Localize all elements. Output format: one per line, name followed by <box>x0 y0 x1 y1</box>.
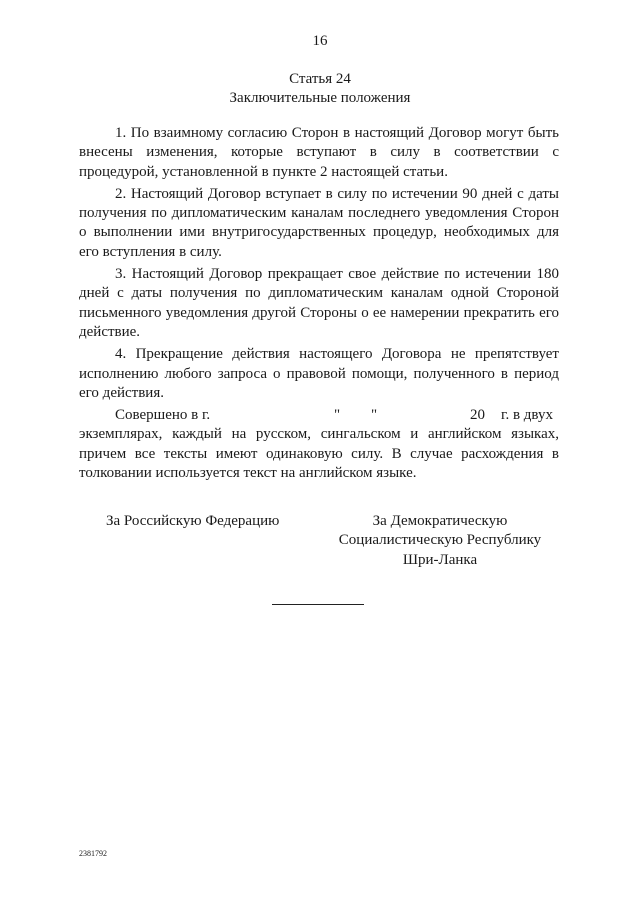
paragraph-1: 1. По взаимному согласию Сторон в настоящий Договор могут быть внесены изменения, которые вступают в силу в соответствии с процедурой, установленной в пункте 2 настоящей статьи. <box>79 125 559 180</box>
paragraph-2: 2. Настоящий Договор вступает в силу по истечении 90 дней с даты получения по дипломатическим каналам последнего уведомления Сторон о выполнении ими внутригосударственных процедур, необходимых для его вступления в силу. <box>79 185 559 260</box>
paragraph-4: 4. Прекращение действия настоящего Договора не препятствует исполнению любого запроса о правовой помощи, полученного в период его действия. <box>79 346 559 401</box>
signature-sri-lanka-line-1: За Демократическую <box>372 513 508 529</box>
signed-clause <box>79 406 559 483</box>
article-subtitle: Заключительные положения <box>229 90 411 106</box>
page-number: 16 <box>312 33 328 49</box>
article-body <box>79 124 559 406</box>
signed-tail: г. в двух <box>501 407 553 423</box>
signed-first-line <box>79 406 559 425</box>
end-rule <box>272 604 364 605</box>
signed-intro: Совершено в г. <box>115 407 211 423</box>
signed-year: 20 <box>470 407 485 423</box>
signed-quote-open: " <box>334 407 341 423</box>
article-header <box>0 70 640 108</box>
signed-quote-close: " <box>371 407 378 423</box>
signature-russia: За Российскую Федерацию <box>106 513 280 529</box>
article-title: Статья 24 <box>289 71 351 87</box>
signed-rest: экземплярах, каждый на русском, сингальском и английском языках, причем все тексты имеют одинаковую силу. В случае расхождения в толковании используется текст на английском языке. <box>79 426 559 481</box>
signature-sri-lanka <box>330 512 550 570</box>
signature-sri-lanka-line-3: Шри-Ланка <box>402 551 478 568</box>
paragraph-3: 3. Настоящий Договор прекращает свое действие по истечении 180 дней с даты получения по дипломатическим каналам одной Стороной письменного уведомления другой Стороны о ее намерении прекратить его действие. <box>79 266 559 340</box>
signature-sri-lanka-line-2: Социалистическую Республику <box>338 532 542 549</box>
document-code: 2381792 <box>79 849 107 858</box>
